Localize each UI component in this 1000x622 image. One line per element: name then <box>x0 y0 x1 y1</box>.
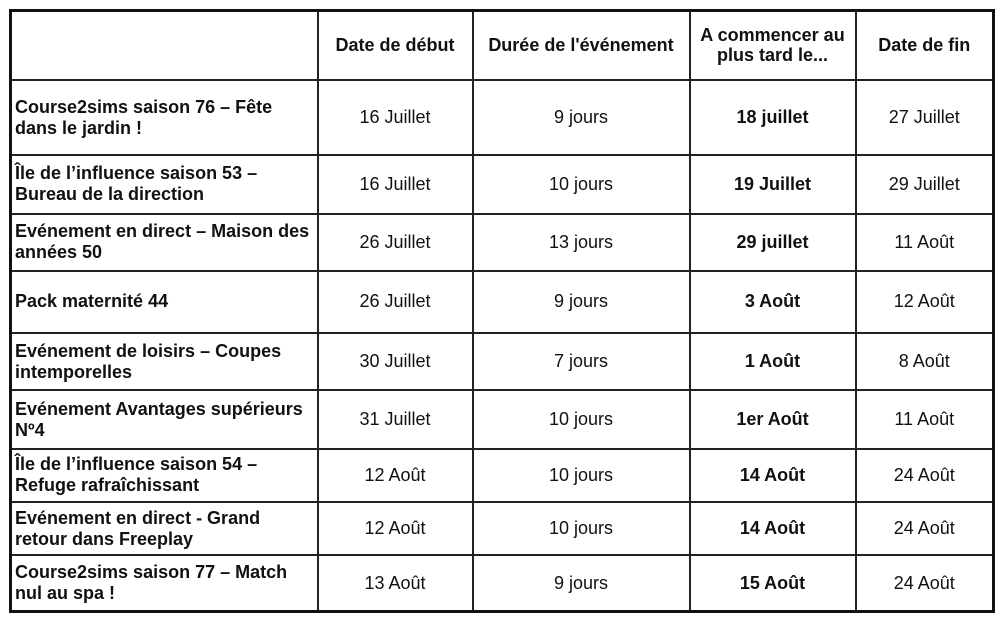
end-date: 29 Juillet <box>856 155 994 213</box>
start-date: 31 Juillet <box>318 390 473 448</box>
end-date: 8 Août <box>856 333 994 390</box>
latest-start: 1 Août <box>690 333 856 390</box>
latest-start: 3 Août <box>690 271 856 333</box>
table-row <box>11 80 994 155</box>
header-row <box>11 11 994 80</box>
table-row <box>11 333 994 390</box>
event-name: Course2sims saison 76 – Fête dans le jardin ! <box>11 80 318 155</box>
duration: 10 jours <box>473 155 690 213</box>
events-table <box>9 9 995 613</box>
table-row <box>11 155 994 213</box>
end-date: 27 Juillet <box>856 80 994 155</box>
table-row <box>11 502 994 555</box>
end-date: 11 Août <box>856 390 994 448</box>
end-date: 11 Août <box>856 214 994 271</box>
latest-start: 14 Août <box>690 449 856 502</box>
end-date: 24 Août <box>856 502 994 555</box>
event-name: Île de l’influence saison 53 – Bureau de la direction <box>11 155 318 213</box>
start-date: 16 Juillet <box>318 155 473 213</box>
header-event <box>11 11 318 80</box>
event-name: Evénement de loisirs – Coupes intemporelles <box>11 333 318 390</box>
start-date: 12 Août <box>318 449 473 502</box>
header-start-date: Date de début <box>318 11 473 80</box>
duration: 9 jours <box>473 271 690 333</box>
event-name: Evénement en direct - Grand retour dans Freeplay <box>11 502 318 555</box>
start-date: 12 Août <box>318 502 473 555</box>
event-name: Pack maternité 44 <box>11 271 318 333</box>
duration: 13 jours <box>473 214 690 271</box>
event-name: Evénement en direct – Maison des années 50 <box>11 214 318 271</box>
latest-start: 19 Juillet <box>690 155 856 213</box>
duration: 9 jours <box>473 80 690 155</box>
table-row <box>11 214 994 271</box>
end-date: 24 Août <box>856 555 994 611</box>
header-latest-start: A commencer au plus tard le... <box>690 11 856 80</box>
duration: 10 jours <box>473 449 690 502</box>
table-row <box>11 555 994 611</box>
start-date: 13 Août <box>318 555 473 611</box>
event-name: Evénement Avantages supérieurs Nº4 <box>11 390 318 448</box>
duration: 10 jours <box>473 390 690 448</box>
start-date: 26 Juillet <box>318 271 473 333</box>
latest-start: 29 juillet <box>690 214 856 271</box>
latest-start: 1er Août <box>690 390 856 448</box>
event-name: Île de l’influence saison 54 – Refuge rafraîchissant <box>11 449 318 502</box>
start-date: 16 Juillet <box>318 80 473 155</box>
duration: 7 jours <box>473 333 690 390</box>
table-row <box>11 449 994 502</box>
duration: 9 jours <box>473 555 690 611</box>
end-date: 24 Août <box>856 449 994 502</box>
latest-start: 15 Août <box>690 555 856 611</box>
latest-start: 14 Août <box>690 502 856 555</box>
start-date: 26 Juillet <box>318 214 473 271</box>
header-duration: Durée de l'événement <box>473 11 690 80</box>
header-end-date: Date de fin <box>856 11 994 80</box>
table-row <box>11 390 994 448</box>
start-date: 30 Juillet <box>318 333 473 390</box>
latest-start: 18 juillet <box>690 80 856 155</box>
end-date: 12 Août <box>856 271 994 333</box>
event-name: Course2sims saison 77 – Match nul au spa ! <box>11 555 318 611</box>
table-row <box>11 271 994 333</box>
duration: 10 jours <box>473 502 690 555</box>
